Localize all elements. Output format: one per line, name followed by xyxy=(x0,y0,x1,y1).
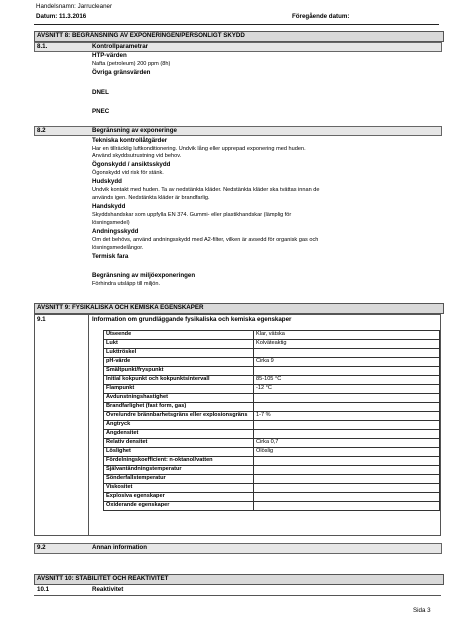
subsection-9-2-number: 9.2 xyxy=(37,544,46,551)
subsection-8-2-number: 8.2 xyxy=(37,127,46,134)
table-row xyxy=(104,394,440,403)
section-8-title: AVSNITT 8: BEGRÄNSNING AV EXPONERINGEN/PERSONLIGT SKYDD xyxy=(37,32,245,39)
section-8-header xyxy=(34,31,444,42)
eye-protection-heading: Ögonskydd / ansiktsskydd xyxy=(92,161,171,168)
subsection-8-1-number: 8.1. xyxy=(37,43,48,50)
property-value: Cirka 9 xyxy=(254,358,440,367)
property-value: Olöslig xyxy=(254,448,440,457)
property-name: Fördelningskoefficient: n-oktanol/vatten xyxy=(104,457,254,466)
subsection-9-1-title: Information om grundläggande fysikaliska och kemiska egenskaper xyxy=(92,316,292,323)
property-value: Klar, vätska xyxy=(254,331,440,340)
property-name: Oxiderande egenskaper xyxy=(104,502,254,511)
section-10-header xyxy=(34,574,444,585)
eye-protection-line-1: Ögonskydd vid risk för stänk. xyxy=(92,170,164,176)
table-row xyxy=(104,367,440,376)
table-frame-top xyxy=(34,314,441,315)
property-name: Löslighet xyxy=(104,448,254,457)
hand-protection-line-2: lösningsmedel) xyxy=(92,220,130,226)
page-number: Sida 3 xyxy=(413,607,431,614)
property-name: Initial kokpunkt och kokpunktsintervall xyxy=(104,376,254,385)
table-row xyxy=(104,439,440,448)
tech-controls-line-1: Har en tillräcklig luftkonditionering. Undvik lång eller upprepad exponering med huden. xyxy=(92,146,306,152)
respiratory-protection-line-2: lösningsmedelångor. xyxy=(92,245,144,251)
tech-controls-line-2: Använd skyddsutrustning vid behov. xyxy=(92,153,182,159)
skin-protection-line-1: Undvik kontakt med huden. Ta av nedstänkta kläder. Nedstänkta kläder ska tvättas innan de xyxy=(92,187,320,193)
subsection-10-1-number: 10.1 xyxy=(37,586,50,593)
dnel-heading: DNEL xyxy=(92,89,109,96)
table-row xyxy=(104,475,440,484)
property-name: Explosiva egenskaper xyxy=(104,493,254,502)
skin-protection-line-2: används igen. Nedstänkta kläder är brandfarlig. xyxy=(92,195,210,201)
property-name: Brandfarlighet (fast form, gas) xyxy=(104,403,254,412)
hand-protection-heading: Handskydd xyxy=(92,203,126,210)
table-row xyxy=(104,502,440,511)
property-name: Lukt xyxy=(104,340,254,349)
environmental-exposure-heading: Begränsning av miljöexponeringen xyxy=(92,272,196,279)
property-value xyxy=(254,421,440,430)
hand-protection-line-1: Skyddshandskar som uppfylla EN 374. Gummi- eller plastikhandskar (lämplig för xyxy=(92,212,292,218)
property-value: -12 °C xyxy=(254,385,440,394)
table-row xyxy=(104,385,440,394)
property-value: Kolväteaktig xyxy=(254,340,440,349)
property-value: 85-105 °C xyxy=(254,376,440,385)
property-value: Cirka 0,7 xyxy=(254,439,440,448)
subsection-9-2-title: Annan information xyxy=(92,544,147,551)
table-row xyxy=(104,466,440,475)
product-name: Handelsnamn: Jarrucleaner xyxy=(36,3,113,10)
document-date: Datum: 11.3.2016 xyxy=(36,13,87,20)
property-name: Avdunstningshastighet xyxy=(104,394,254,403)
property-value xyxy=(254,349,440,358)
environmental-exposure-line-1: Förhindra utsläpp till miljön. xyxy=(92,281,161,287)
thermal-hazard-heading: Termisk fara xyxy=(92,253,129,260)
property-name: Sönderfallstemperatur xyxy=(104,475,254,484)
property-name: Flampunkt xyxy=(104,385,254,394)
table-row xyxy=(104,376,440,385)
property-value xyxy=(254,502,440,511)
property-name: Utseende xyxy=(104,331,254,340)
table-frame-divider xyxy=(88,314,89,535)
properties-table xyxy=(103,330,440,511)
table-row xyxy=(104,457,440,466)
previous-date: Föregående datum: xyxy=(292,13,350,20)
respiratory-protection-line-1: Om det behövs, använd andningsskydd med A2-filter, vilken är avsedd för organisk gas och xyxy=(92,237,319,243)
section-9-header xyxy=(34,303,444,314)
respiratory-protection-heading: Andningsskydd xyxy=(92,228,139,235)
property-name: Ångtryck xyxy=(104,421,254,430)
table-row xyxy=(104,412,440,421)
table-frame-right xyxy=(440,314,441,535)
pnec-heading: PNEC xyxy=(92,108,110,115)
table-row xyxy=(104,358,440,367)
property-name: Lukttröskel xyxy=(104,349,254,358)
subsection-8-2-title: Begränsning av exponeringe xyxy=(92,127,177,134)
property-value xyxy=(254,493,440,502)
property-name: pH-värde xyxy=(104,358,254,367)
table-row xyxy=(104,484,440,493)
table-row xyxy=(104,421,440,430)
property-name: Ångdensitet xyxy=(104,430,254,439)
subsection-10-1-title: Reaktivitet xyxy=(92,586,124,593)
table-row xyxy=(104,403,440,412)
table-row xyxy=(104,448,440,457)
table-row xyxy=(104,349,440,358)
property-name: Smältpunkt/fryspunkt xyxy=(104,367,254,376)
section-9-title: AVSNITT 9: FYSIKALISKA OCH KEMISKA EGENSKAPER xyxy=(37,304,204,311)
property-value xyxy=(254,367,440,376)
property-name: Relativ densitet xyxy=(104,439,254,448)
skin-protection-heading: Hudskydd xyxy=(92,178,122,185)
header-divider xyxy=(34,24,439,25)
property-value xyxy=(254,403,440,412)
property-value xyxy=(254,475,440,484)
table-row xyxy=(104,493,440,502)
section-10-underline xyxy=(34,595,441,596)
tech-controls-heading: Tekniska kontrollåtgärder xyxy=(92,137,168,144)
property-name: Övre/undre brännbarhetsgräns eller explosionsgräns xyxy=(104,412,254,421)
property-value xyxy=(254,457,440,466)
table-frame-left xyxy=(34,314,35,535)
property-value xyxy=(254,484,440,493)
property-value xyxy=(254,466,440,475)
section-10-title: AVSNITT 10: STABILITET OCH REAKTIVITET xyxy=(37,575,169,582)
htp-value: Nafta (petroleum) 200 ppm (8h) xyxy=(92,61,171,67)
table-row xyxy=(104,430,440,439)
other-limits-heading: Övriga gränsvärden xyxy=(92,69,151,76)
subsection-8-1-title: Kontrollparametrar xyxy=(92,43,149,50)
table-row xyxy=(104,340,440,349)
table-frame-bottom xyxy=(34,535,441,536)
property-name: Självantändningstemperatur xyxy=(104,466,254,475)
property-name: Viskositet xyxy=(104,484,254,493)
property-value xyxy=(254,394,440,403)
htp-heading: HTP-värden xyxy=(92,52,127,59)
table-row xyxy=(104,331,440,340)
property-value: 1-7 % xyxy=(254,412,440,421)
property-value xyxy=(254,430,440,439)
subsection-9-1-number: 9.1 xyxy=(37,316,46,323)
